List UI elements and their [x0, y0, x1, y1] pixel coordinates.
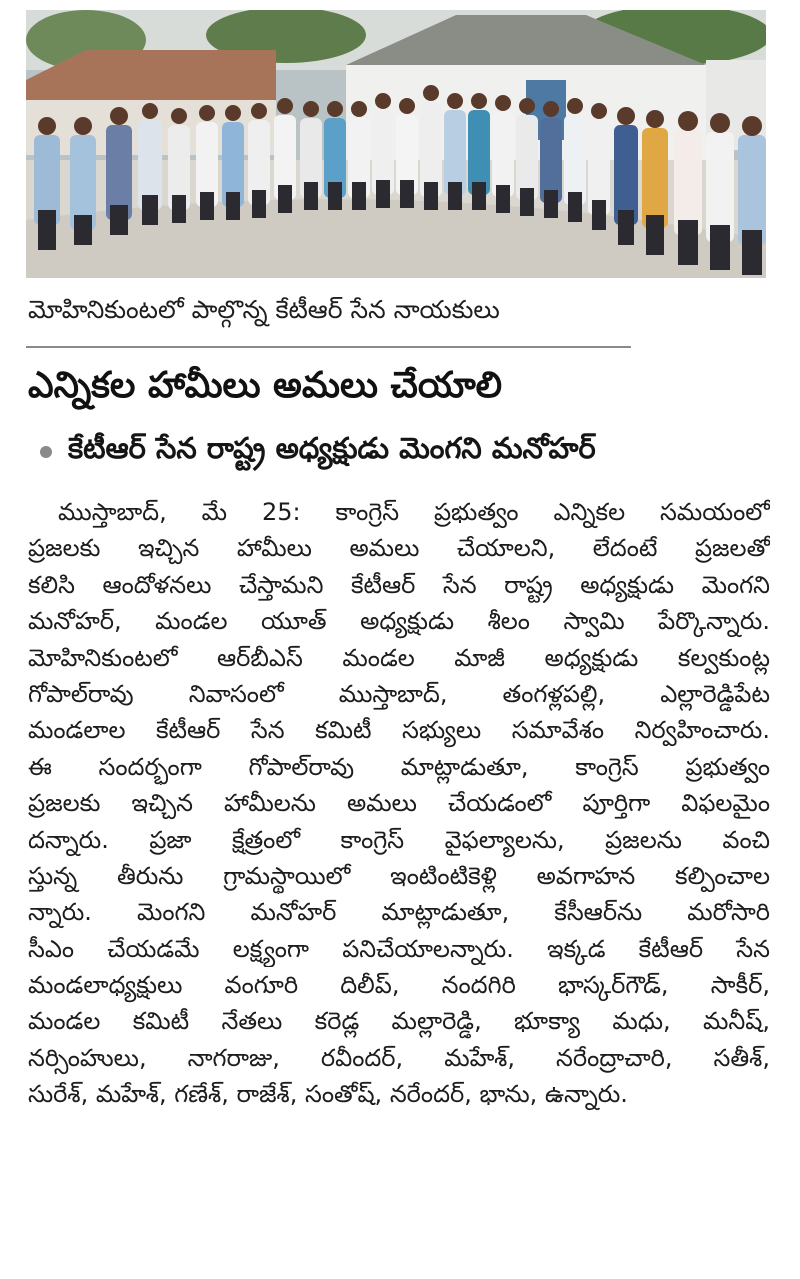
body-line: నర్సింహులు, నాగరాజు, రవీందర్, మహేశ్, నరేంద్రాచారి, సతీశ్,: [28, 1043, 770, 1072]
body-line: మనోహర్, మండల యూత్ అధ్యక్షుడు శీలం స్వామి పేర్కొన్నారు.: [28, 607, 770, 636]
body-line: ప్రజలకు ఇచ్చిన హామీలు అమలు చేయాలని, లేదంటే ప్రజలతో: [28, 534, 770, 563]
body-line: మండలాల కేటీఆర్ సేన కమిటీ సభ్యులు సమావేశం నిర్వహించారు.: [28, 716, 770, 745]
body-line: స్తున్న తీరును గ్రామస్థాయిలో ఇంటింటికెళ్లి అవగాహన కల్పించాల: [28, 861, 770, 890]
body-line: ముస్తాబాద్, మే 25: కాంగ్రెస్ ప్రభుత్వం ఎన్నికల సమయంలో: [58, 498, 770, 526]
caption-divider: [26, 346, 631, 348]
body-line: సురేశ్, మహేశ్, గణేశ్, రాజేశ్, సంతోష్, నరేందర్, భాను, ఉన్నారు.: [28, 1080, 628, 1109]
news-photo: [26, 10, 766, 278]
bullet-icon: [40, 446, 52, 458]
headline: ఎన్నికల హామీలు అమలు చేయాలి: [28, 365, 503, 406]
body-line: గోపాల్‌రావు నివాసంలో ముస్తాబాద్, తంగళ్లపల్లి, ఎల్లారెడ్డిపేట: [28, 679, 770, 708]
body-line: ఈ సందర్భంగా గోపాల్‌రావు మాట్లాడుతూ, కాంగ్రెస్ ప్రభుత్వం: [28, 752, 770, 781]
body-line: మోహినికుంటలో ఆర్‌బీఎస్ మండల మాజీ అధ్యక్షుడు కల్వకుంట్ల: [28, 643, 770, 672]
article-body: [28, 494, 770, 1113]
subheadline-text: కేటీఆర్ సేన రాష్ట్ర అధ్యక్షుడు మెంగని మనోహర్: [68, 431, 596, 465]
body-line: న్నారు. మెంగని మనోహర్ మాట్లాడుతూ, కేసీఆర్‌ను మరోసారి: [28, 898, 770, 927]
body-line: కలిసి ఆందోళనలు చేస్తామని కేటీఆర్ సేన రాష్ట్ర అధ్యక్షుడు మెంగని: [28, 570, 770, 599]
body-line: సీఎం చేయడమే లక్ష్యంగా పనిచేయాలన్నారు. ఇక్కడ కేటీఆర్ సేన: [28, 934, 770, 963]
body-line: మండలాధ్యక్షులు వంగూరి దిలీప్, నందగిరి భాస్కర్‌గౌడ్, సాకీర్,: [28, 971, 770, 1000]
body-line: మండల కమిటీ నేతలు కరెడ్ల మల్లారెడ్డి, భూక్యా మధు, మనీష్,: [28, 1007, 770, 1036]
body-line: ప్రజలకు ఇచ్చిన హామీలను అమలు చేయడంలో పూర్తిగా విఫలమైం: [28, 789, 770, 818]
subheadline: [40, 430, 770, 474]
photo-caption: మోహినికుంటలో పాల్గొన్న కేటీఆర్ సేన నాయకులు: [28, 295, 500, 324]
group-photo-illustration: [26, 10, 766, 278]
body-line: దన్నారు. ప్రజా క్షేత్రంలో కాంగ్రెస్ వైఫల్యాలను, ప్రజలను వంచి: [28, 825, 770, 854]
